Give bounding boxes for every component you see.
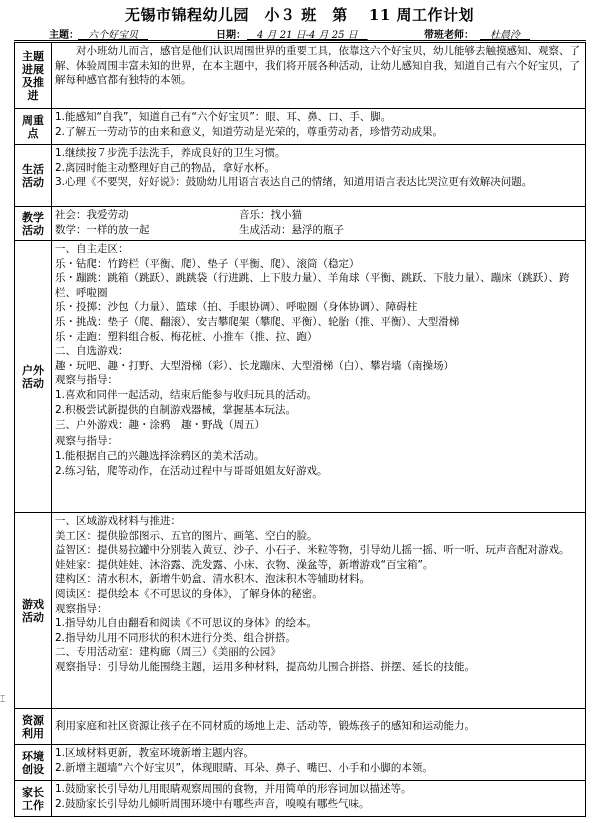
outdoor-line: 乐・钻爬：竹跨栏（平衡、爬）、垫子（平衡、爬）、滚筒（稳定） <box>55 257 360 270</box>
family-line: 1.鼓励家长引导幼儿用眼睛观察周围的食物，并用简单的形容词加以描述等。 <box>55 783 412 795</box>
outdoor-line: 乐・蹦跳：跳箱（跳跃）、跳跳袋（行进跳、上下肢力量）、羊角球（平衡、跳跃、下肢力量）、蹦床（跳跃）、跨栏、呼啦圈 <box>55 272 570 299</box>
games-line: 阅读区：提供绘本《不可思议的身体》，了解身体的秘密。 <box>55 587 323 600</box>
row-weekly-focus <box>15 109 586 145</box>
resources-text: 利用家庭和社区资源让孩子在不同材质的场地上走、活动等，锻炼孩子的感知和运动能力。 <box>55 720 475 733</box>
environment-label: 环境创设 <box>15 745 52 781</box>
outdoor-activities-content <box>52 241 586 513</box>
family-line: 2.鼓励家长引导幼儿倾听周围环境中有哪些声音，嗅嗅有哪些气味。 <box>55 797 370 810</box>
environment-line: 1.区域材料更新，教室环境新增主题内容。 <box>55 747 255 759</box>
document-title: 无锡市锦程幼儿园 小３ 班 第 11 周工作计划 <box>124 6 475 24</box>
row-family-work <box>15 781 586 817</box>
row-outdoor-activities <box>15 241 586 513</box>
weekly-plan-table <box>14 42 586 817</box>
games-line: 美工区：提供脸部图示、五官的图片、画笔、空白的脸。 <box>55 529 318 542</box>
resource-use-content <box>52 709 586 745</box>
teaching-item: 数学：一样的放一起 <box>55 223 150 236</box>
outdoor-line: 1.喜欢和同伴一起活动，结束后能参与收归玩具的活动。 <box>55 388 318 401</box>
games-line: 建构区：清水积木，新增牛奶盒、清水积木、泡沫积木等辅助材料。 <box>55 573 370 586</box>
outdoor-activities-label: 户外活动 <box>15 241 52 513</box>
outdoor-line: 一、自主走区： <box>55 243 129 255</box>
outdoor-line: 二、自选游戏： <box>55 345 129 358</box>
game-activities-label: 游戏活动 <box>15 513 52 709</box>
teaching-item: 生成活动：悬浮的瓶子 <box>239 223 344 236</box>
games-line: 一、区域游戏材料与推进： <box>55 515 181 527</box>
row-game-activities <box>15 513 586 709</box>
theme-label: 主题： <box>49 30 79 41</box>
row-environment <box>15 745 586 781</box>
plan-meta <box>14 26 586 41</box>
life-line: 3.心理《不要哭，好好说》：鼓励幼儿用语言表达自己的情绪，知道用语言表达比哭泣更有效解决问题。 <box>55 176 533 189</box>
teaching-row <box>55 223 582 238</box>
games-line: 益智区：提供易拉罐中分别装入黄豆、沙子、小石子、米粒等物，引导幼儿摇一摇、听一听、玩声音配对游戏。 <box>55 544 570 557</box>
life-activities-label: 生活活动 <box>15 145 52 207</box>
row-teaching-activities <box>15 207 586 241</box>
row-resource-use <box>15 709 586 745</box>
outdoor-line: 三、户外游戏：趣・涂鸦 趣・野战（周五） <box>55 419 265 432</box>
outdoor-line: 1.能根据自己的兴趣选择涂鸦区的美术活动。 <box>55 450 265 463</box>
outdoor-line: 观察与指导： <box>55 435 118 448</box>
weekly-focus-label: 周重点 <box>15 109 52 145</box>
teaching-activities-content <box>52 207 586 241</box>
teaching-row <box>55 208 582 223</box>
game-activities-content <box>52 513 586 709</box>
theme-progress-content <box>52 43 586 109</box>
environment-line: 2.新增主题墙“六个好宝贝”，体现眼睛、耳朵、鼻子、嘴巴、小手和小脚的本领。 <box>55 761 433 774</box>
text-cursor-icon: ⌶ <box>0 695 6 705</box>
teaching-activities-label: 教学活动 <box>15 207 52 241</box>
focus-line: 2.了解五一劳动节的由来和意义，知道劳动是光荣的，尊重劳动者，珍惜劳动成果。 <box>55 125 444 138</box>
games-line: 二、专用活动室：建构廊（周三）《美丽的公园》 <box>55 646 281 659</box>
life-activities-content <box>52 145 586 207</box>
resource-use-label: 资源利用 <box>15 709 52 745</box>
theme-progress-text: 对小班幼儿而言，感官是他们认识周围世界的重要工具，依靠这六个好宝贝，幼儿能够去触摸感知、观察、了解、体验周围丰富未知的世界，在本主题中，我们将开展各种活动，让幼儿感知自我，知道自己有六个好宝贝，了解每种感官都有独特的本领。 <box>55 45 580 87</box>
life-line: 2.离园时能主动整理好自己的物品，拿好水杯。 <box>55 161 276 174</box>
teaching-item: 音乐：找小猫 <box>239 209 302 221</box>
life-line: 1.继续按７步洗手法洗手，养成良好的卫生习惯。 <box>55 147 286 159</box>
games-line: 观察指导：引导幼儿能围绕主题，运用多种材料，提高幼儿围合拼搭、拼摆、延长的技能。 <box>55 660 475 673</box>
teacher-value: 杜晨泠 <box>480 30 530 41</box>
games-line: 2.指导幼儿用不同形状的积木进行分类、组合拼搭。 <box>55 631 297 644</box>
family-work-content <box>52 781 586 817</box>
games-line: 1.指导幼儿自由翻看和阅读《不可思议的身体》的绘本。 <box>55 617 318 630</box>
row-life-activities <box>15 145 586 207</box>
teacher-label: 带班老师： <box>424 30 474 41</box>
outdoor-line: 2.积极尝试新提供的自制游戏器械，掌握基本玩法。 <box>55 403 297 416</box>
theme-value: 六个好宝贝 <box>78 30 148 41</box>
theme-progress-label: 主题进展及推进 <box>15 43 52 109</box>
environment-content <box>52 745 586 781</box>
outdoor-line: 2.练习钻，爬等动作，在活动过程中与哥哥姐姐友好游戏。 <box>55 464 328 477</box>
weekly-focus-content <box>52 109 586 145</box>
focus-line: 1.能感知“自我”，知道自己有“六个好宝贝”：眼、耳、鼻、口、手、脚。 <box>55 111 392 123</box>
date-label: 日期： <box>216 30 246 41</box>
outdoor-line: 乐・走跑：塑料组合板、梅花桩、小推车（推、拉、跑） <box>55 330 318 343</box>
row-theme-progress <box>15 43 586 109</box>
games-line: 观察指导： <box>55 602 108 615</box>
games-line: 娃娃家：提供娃娃、沐浴露、洗发露、小床、衣物、澡盆等，新增游戏“百宝箱”。 <box>55 558 434 571</box>
date-value: 4 月 21 日-4 月 25 日 <box>247 30 368 41</box>
outdoor-line: 乐・挑战：垫子（爬、翻滚）、安吉攀爬架（攀爬、平衡）、轮胎（推、平衡）、大型滑梯 <box>55 315 460 328</box>
outdoor-line: 乐・投掷：沙包（力量）、篮球（拍、手眼协调）、呼啦圈（身体协调）、障碍柱 <box>55 301 418 314</box>
teaching-item: 社会：我爱劳动 <box>55 209 129 221</box>
outdoor-line: 观察与指导： <box>55 374 118 387</box>
family-work-label: 家长工作 <box>15 781 52 817</box>
outdoor-line: 趣・玩吧、趣・打野、大型滑梯（彩）、长龙蹦床、大型滑梯（白）、攀岩墙（南操场） <box>55 359 454 372</box>
